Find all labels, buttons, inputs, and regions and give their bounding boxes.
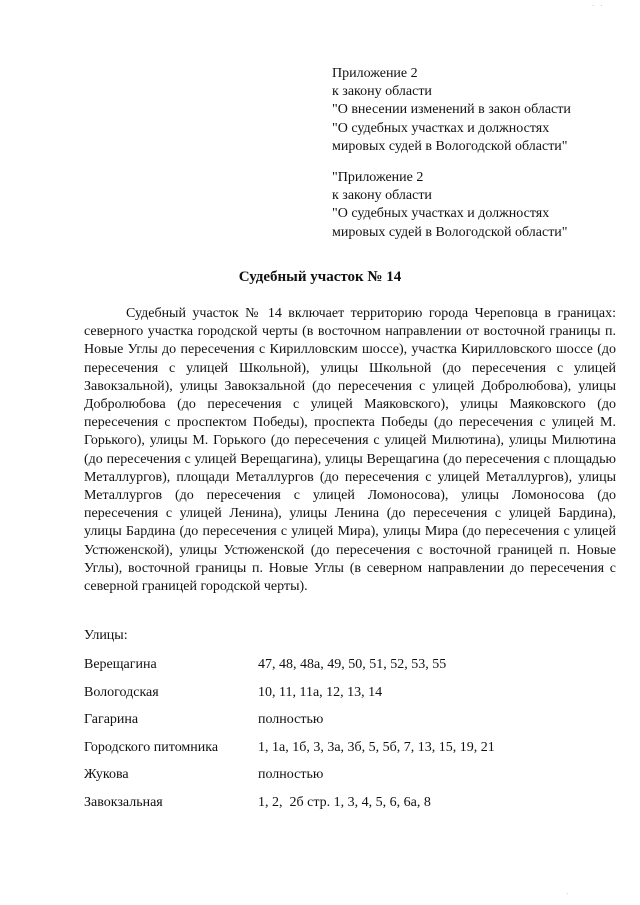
appendix-header-amending xyxy=(332,65,632,156)
appendix-line: к закону области xyxy=(332,188,432,204)
street-name: Вологодская xyxy=(84,684,159,700)
street-row xyxy=(84,684,624,712)
street-houses: 47, 48, 48а, 49, 50, 51, 52, 53, 55 xyxy=(258,657,447,672)
appendix-line: мировых судей в Вологодской области" xyxy=(332,138,568,154)
street-name: Городского питомника xyxy=(84,739,219,755)
appendix-line: "Приложение 2 xyxy=(332,170,424,185)
appendix-line: "О судебных участках и должностях xyxy=(332,206,550,222)
appendix-line: "О внесении изменений в закон области xyxy=(332,102,571,118)
appendix-line: Приложение 2 xyxy=(332,66,418,81)
street-row xyxy=(84,711,624,739)
streets-table xyxy=(84,656,624,822)
street-houses: 10, 11, 11а, 12, 13, 14 xyxy=(258,684,383,700)
street-row xyxy=(84,794,624,822)
appendix-header-original xyxy=(332,169,632,242)
street-houses: 1, 2, 2б стр. 1, 3, 4, 5, 6, 6а, 8 xyxy=(258,794,431,810)
street-row xyxy=(84,766,624,794)
street-name: Верещагина xyxy=(84,657,157,672)
scan-mark-top: · · xyxy=(592,2,605,10)
street-houses: полностью xyxy=(258,712,324,728)
street-houses: 1, 1а, 1б, 3, 3а, 3б, 5, 5б, 7, 13, 15, 19, 21 xyxy=(258,739,495,755)
street-houses: полностью xyxy=(258,767,324,783)
street-name: Гагарина xyxy=(84,712,139,728)
street-row xyxy=(84,739,624,767)
street-name: Завокзальная xyxy=(84,794,163,810)
street-row xyxy=(84,656,624,684)
appendix-line: "О судебных участках и должностях xyxy=(332,120,550,136)
streets-label: Улицы: xyxy=(84,628,128,643)
street-name: Жукова xyxy=(84,767,129,783)
scan-mark-bottom: · xyxy=(566,890,569,898)
appendix-line: мировых судей в Вологодской области" xyxy=(332,224,568,240)
appendix-line: к закону области xyxy=(332,84,432,100)
boundary-description: Судебный участок № 14 включает территорию города Череповца в границах: северного участка городской черты (в восточном направлении от восточной границы п. Новые Углы до пересечения с Кирилловским шоссе), участка Кирилловского шоссе (до пересечения с улицей Школьной), улицы Школьной (до пересечения с улицей Завокзальной), улицы Завокзальной (до пересечения с улицей Добролюбова), улицы Добролюбова (до пересечения с улицей Маяковского), улицы Маяковского (до пересечения с проспектом Победы), проспекта Победы (до пересечения с улицей М. Горького), улицы М. Горького (до пересечения с улицей Милютина), улицы Милютина (до пересечения с улицей Верещагина), улицы Верещагина (до пересечения с площадью Металлургов), площади Металлургов (до пересечения с улицей Металлургов), улицы Металлургов (до пересечения с улицей Ломоносова), улицы Ломоносова (до пересечения с улицей Ленина), улицы Ленина (до пересечения с улицей Бардина), улицы Бардина (до пересечения с улицей Мира), улицы Мира (до пересечения с улицей Устюженской), улицы Устюженской (до пересечения с восточной границей п. Новые Углы), восточной границы п. Новые Углы (в северном направлении до пересечения с северной границей городской черты). xyxy=(84,306,616,595)
section-heading: Судебный участок № 14 xyxy=(238,269,402,285)
